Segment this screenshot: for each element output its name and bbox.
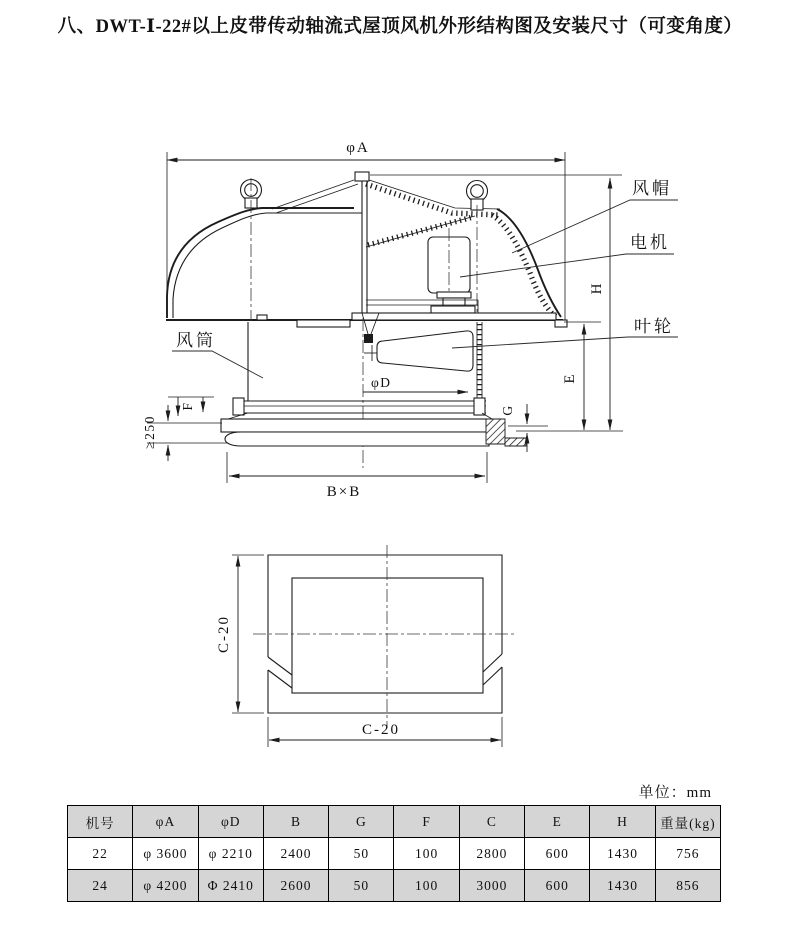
cell-24-g: 50: [329, 870, 394, 902]
fan-cross-section-view: [142, 140, 678, 500]
col-header-model: 机号: [68, 806, 133, 838]
col-header-c: C: [459, 806, 524, 838]
dim-min250: [142, 405, 228, 461]
table-header-row: [68, 806, 721, 838]
dim-bxb-label: B×B: [326, 484, 362, 500]
impeller-label: 叶轮: [634, 317, 674, 336]
col-header-weight: 重量(kg): [655, 806, 720, 838]
fan-bottom-view: [216, 545, 516, 747]
cell-22-g: 50: [329, 838, 394, 870]
cell-24-h: 1430: [590, 870, 655, 902]
cell-24-b: 2600: [263, 870, 328, 902]
inner-square: [292, 578, 483, 693]
cell-24-c: 3000: [459, 870, 524, 902]
cell-22-phi-d: φ 2210: [198, 838, 263, 870]
col-header-g: G: [329, 806, 394, 838]
cell-24-weight: 856: [655, 870, 720, 902]
col-header-e: E: [525, 806, 590, 838]
dim-phi-d: [363, 375, 468, 392]
dim-phi-a-label: φA: [346, 140, 370, 156]
cell-22-e: 600: [525, 838, 590, 870]
base-flange: [221, 419, 526, 446]
col-header-phi-a: φA: [133, 806, 198, 838]
impeller-body: [377, 331, 473, 371]
col-header-b: B: [263, 806, 328, 838]
dim-c20-vertical-label: C-20: [216, 615, 232, 653]
col-header-f: F: [394, 806, 459, 838]
cell-24-model: 24: [68, 870, 133, 902]
dim-bxb: [227, 452, 487, 500]
duct-label: 风筒: [176, 331, 216, 350]
dim-f-label: F: [180, 401, 195, 411]
dim-e-label: E: [562, 372, 578, 384]
dim-e: [562, 322, 601, 430]
cell-24-phi-a: φ 4200: [133, 870, 198, 902]
wind-cap-outline: [166, 172, 567, 327]
cell-24-f: 100: [394, 870, 459, 902]
table-row-model-22: [68, 838, 721, 870]
units-note: 单位：mm: [638, 785, 712, 801]
cell-24-e: 600: [525, 870, 590, 902]
dim-min250-label: ≥250: [142, 415, 157, 449]
cell-22-c: 2800: [459, 838, 524, 870]
table-row-model-24: [68, 870, 721, 902]
dim-c20-horizontal-label: C-20: [362, 722, 400, 738]
col-header-phi-d: φD: [198, 806, 263, 838]
cell-22-phi-a: φ 3600: [133, 838, 198, 870]
dim-g-label: G: [500, 404, 515, 416]
col-header-h: H: [590, 806, 655, 838]
dim-h-label: H: [589, 281, 605, 295]
outer-square: [268, 555, 502, 657]
cell-22-h: 1430: [590, 838, 655, 870]
dim-phi-d-label: φD: [371, 375, 392, 390]
wind-cap-label: 风帽: [632, 179, 672, 198]
cell-22-model: 22: [68, 838, 133, 870]
dim-h: [589, 178, 610, 430]
dimensions-table: [67, 805, 721, 902]
cell-22-f: 100: [394, 838, 459, 870]
cell-22-weight: 756: [655, 838, 720, 870]
dim-c20-horizontal: [268, 717, 502, 747]
part-label-motor: [460, 233, 674, 277]
page-title: 八、DWT-Ⅰ-22#以上皮带传动轴流式屋顶风机外形结构图及安装尺寸（可变角度）: [57, 17, 743, 37]
dim-f: [168, 397, 214, 416]
cell-24-phi-d: Φ 2410: [198, 870, 263, 902]
motor-label: 电机: [630, 233, 670, 252]
cell-22-b: 2400: [263, 838, 328, 870]
belt-pulley: [364, 334, 373, 343]
lifting-ring-left: [241, 178, 262, 321]
part-label-duct: [172, 331, 263, 378]
